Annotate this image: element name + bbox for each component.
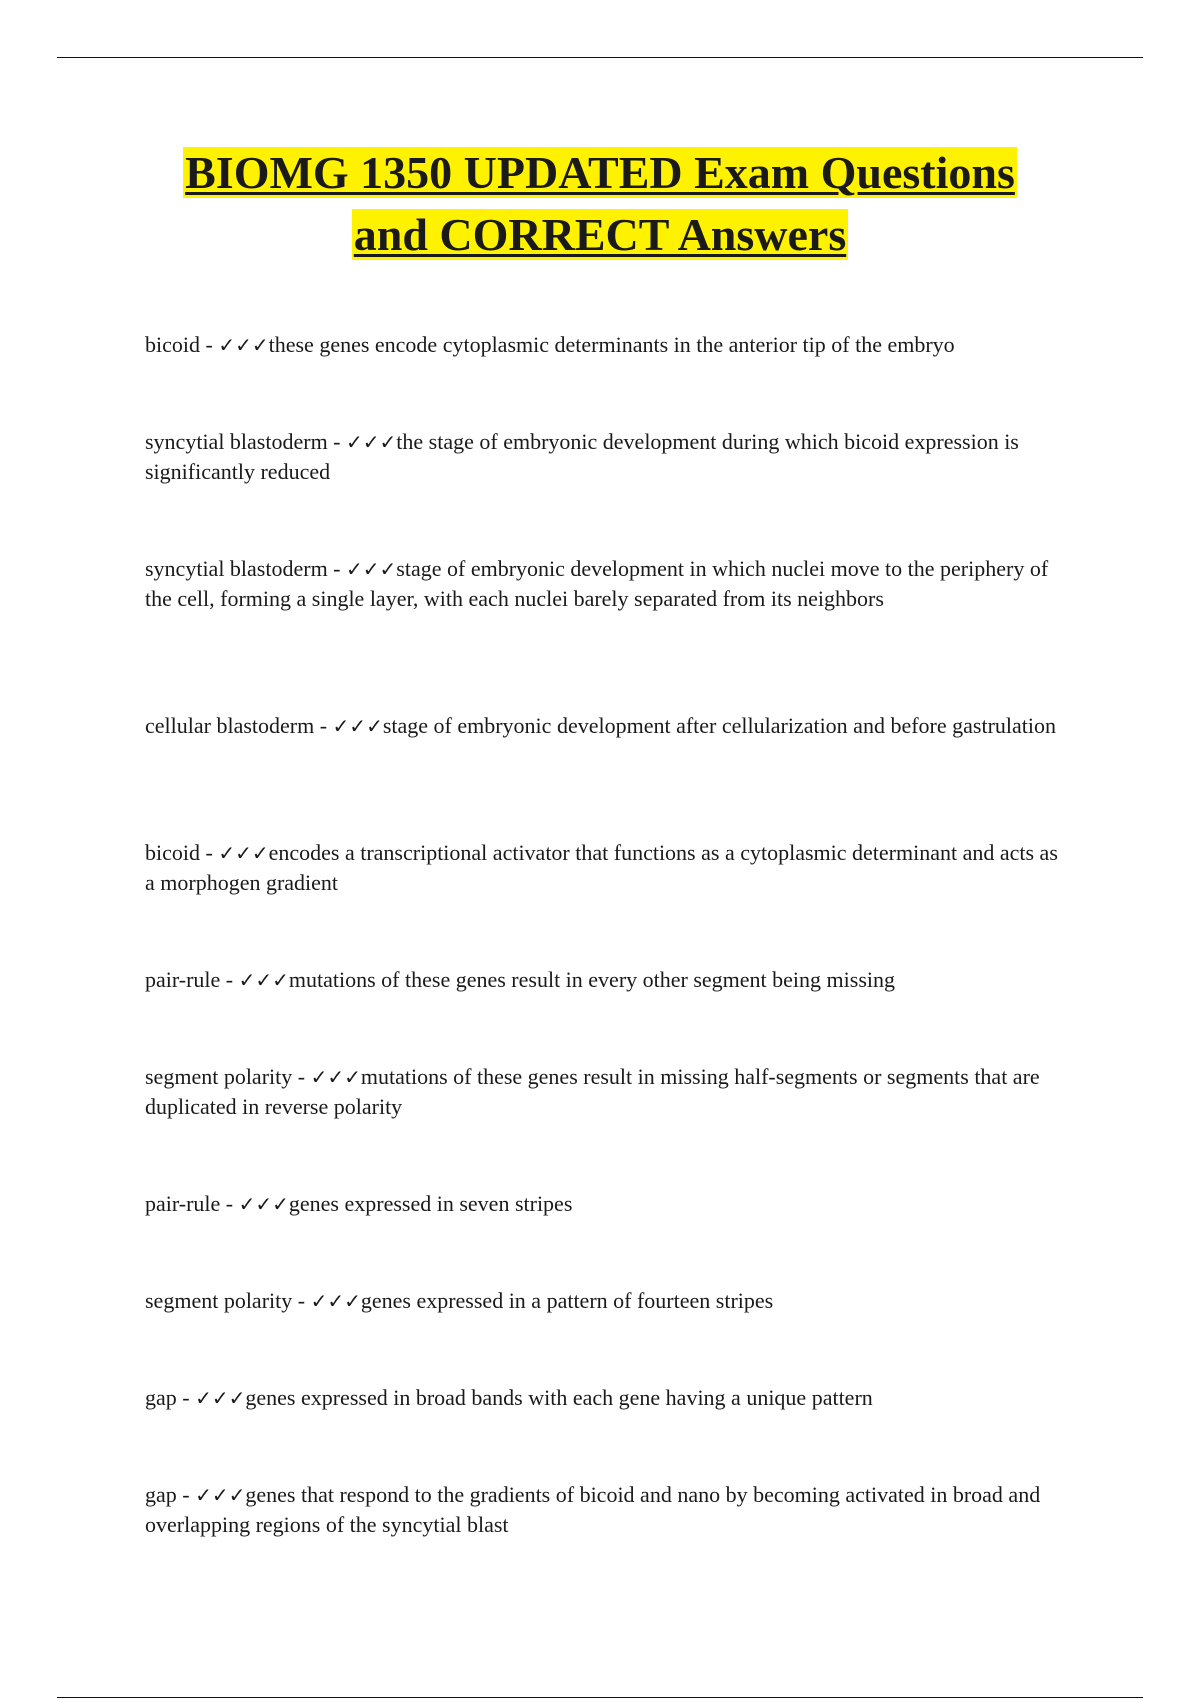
checkmarks-icon: ✓✓✓	[238, 968, 289, 992]
checkmarks-icon: ✓✓✓	[346, 430, 397, 454]
qa-entry	[145, 1286, 1065, 1316]
qa-entry	[145, 711, 1065, 741]
entry-term: segment polarity -	[145, 1288, 311, 1313]
checkmarks-icon: ✓✓✓	[310, 1289, 361, 1313]
qa-entry	[145, 1480, 1065, 1540]
qa-entry	[145, 1189, 1065, 1219]
top-divider	[57, 57, 1143, 58]
entry-definition: genes expressed in broad bands with each gene having a unique pattern	[245, 1385, 873, 1410]
entry-term: cellular blastoderm -	[145, 713, 333, 738]
qa-entry	[145, 1062, 1065, 1122]
checkmarks-icon: ✓✓✓	[238, 1192, 289, 1216]
title-line-2: and CORRECT Answers	[353, 209, 847, 260]
entry-term: gap -	[145, 1482, 196, 1507]
entry-term: pair-rule -	[145, 967, 239, 992]
entry-term: bicoid -	[145, 840, 219, 865]
entry-term: bicoid -	[145, 332, 219, 357]
entry-term: gap -	[145, 1385, 196, 1410]
entry-definition: genes expressed in a pattern of fourteen stripes	[360, 1288, 774, 1313]
qa-entry	[145, 330, 1065, 360]
entry-definition: mutations of these genes result in every other segment being missing	[288, 967, 896, 992]
checkmarks-icon: ✓✓✓	[218, 333, 269, 357]
checkmarks-icon: ✓✓✓	[195, 1483, 246, 1507]
title-line-1: BIOMG 1350 UPDATED Exam Questions	[185, 147, 1015, 198]
entry-definition: genes that respond to the gradients of bicoid and nano by becoming activated in broad and overlapping regions of the syncytial blast	[145, 1482, 1041, 1537]
qa-entry	[145, 838, 1065, 898]
entry-definition: these genes encode cytoplasmic determinants in the anterior tip of the embryo	[268, 332, 955, 357]
entry-definition: stage of embryonic development in which nuclei move to the periphery of the cell, forming a single layer, with each nuclei barely separated from its neighbors	[145, 556, 1049, 611]
qa-entry	[145, 427, 1065, 487]
entry-definition: the stage of embryonic development during which bicoid expression is significantly reduced	[145, 429, 1019, 484]
entry-term: syncytial blastoderm -	[145, 556, 347, 581]
checkmarks-icon: ✓✓✓	[195, 1386, 246, 1410]
qa-entry	[145, 965, 1065, 995]
entry-term: syncytial blastoderm -	[145, 429, 347, 454]
document-title	[100, 142, 1100, 266]
checkmarks-icon: ✓✓✓	[218, 841, 269, 865]
qa-entry	[145, 554, 1065, 614]
checkmarks-icon: ✓✓✓	[310, 1065, 361, 1089]
checkmarks-icon: ✓✓✓	[332, 714, 383, 738]
qa-entry	[145, 1383, 1065, 1413]
entry-definition: encodes a transcriptional activator that functions as a cytoplasmic determinant and acts as a morphogen gradient	[145, 840, 1058, 895]
checkmarks-icon: ✓✓✓	[346, 557, 397, 581]
entry-definition: stage of embryonic development after cellularization and before gastrulation	[382, 713, 1056, 738]
entry-term: segment polarity -	[145, 1064, 311, 1089]
entry-definition: mutations of these genes result in missing half-segments or segments that are duplicated in reverse polarity	[145, 1064, 1040, 1119]
bottom-divider	[57, 1697, 1143, 1698]
entry-term: pair-rule -	[145, 1191, 239, 1216]
entry-definition: genes expressed in seven stripes	[288, 1191, 573, 1216]
